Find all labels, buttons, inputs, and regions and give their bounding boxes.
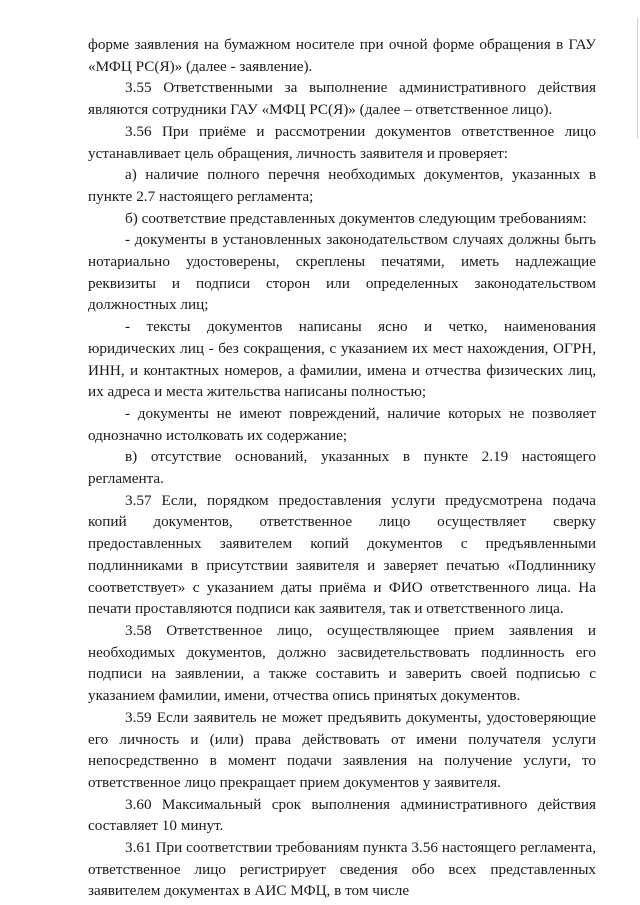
paragraph-3-60: 3.60 Максимальный срок выполнения административного действия составляет 10 минут. (88, 795, 596, 835)
paragraph-3-56-a: а) наличие полного перечня необходимых документов, указанных в пункте 2.7 настоящего регламента; (88, 166, 596, 205)
paragraph-3-56-v: в) отсутствие оснований, указанных в пункте 2.19 настоящего регламента. (88, 448, 596, 488)
paragraph-3-59: 3.59 Если заявитель не может предъявить документы, удостоверяющие его личность и (или) права действовать от имени получателя услуги непосредственно в момент подачи заявления на получение услуги, то ответственное лицо прекращает прием документов у заявителя. (88, 708, 596, 791)
paragraph-3-56: 3.56 При приёме и рассмотрении документов ответственное лицо устанавливает цель обращения, личность заявителя и проверяет: (88, 122, 596, 162)
paragraph-3-57: 3.57 Если, порядком предоставления услуги предусмотрена подача копий документов, ответственное лицо осуществляет сверку предоставленных заявителем копий документов с предъявленными подлинниками в присутствии заявителя и заверяет печатью «Подлиннику соответствует» с указанием даты приёма и ФИО ответственного лица. На печати проставляются подписи как заявителя, так и ответственного лица. (88, 491, 596, 618)
paragraph-3-56-b: б) соответствие представленных документов следующим требованиям: (125, 209, 587, 227)
paragraph-3-58: 3.58 Ответственное лицо, осуществляющее прием заявления и необходимых документов, должно засвидетельствовать подлинность его подписи на заявлении, а также составить и заверить своей подписью с указанием фамилии, имени, отчества опись принятых документов. (88, 621, 596, 705)
document-page (88, 34, 596, 902)
paragraph-continuation: форме заявления на бумажном носителе при очной форме обращения в ГАУ «МФЦ РС(Я)» (далее - заявление). (88, 36, 596, 75)
paragraph-3-56-b-item-2: - тексты документов написаны ясно и четко, наименования юридических лиц - без сокращения, с указанием их мест нахождения, ОГРН, ИНН, и контактных номеров, а фамилии, имена и отчества физических лиц, их адреса и места жительства написаны полностью; (88, 318, 596, 401)
scan-edge-mark (637, 18, 638, 138)
paragraph-3-61: 3.61 При соответствии требованиям пункта 3.56 настоящего регламента, ответственное лицо регистрирует сведения обо всех представленных заявителем документах в АИС МФЦ, в том числе (88, 839, 596, 900)
paragraph-3-55: 3.55 Ответственными за выполнение административного действия являются сотрудники ГАУ «МФЦ РС(Я)» (далее – ответственное лицо). (88, 79, 596, 119)
paragraph-3-56-b-item-3: - документы не имеют повреждений, наличие которых не позволяет однозначно истолковать их содержание; (88, 404, 596, 444)
paragraph-3-56-b-item-1: - документы в установленных законодательством случаях должны быть нотариально удостоверены, скреплены печатями, иметь надлежащие реквизиты и подписи сторон или определенных законодательством должностных лиц; (88, 231, 596, 314)
